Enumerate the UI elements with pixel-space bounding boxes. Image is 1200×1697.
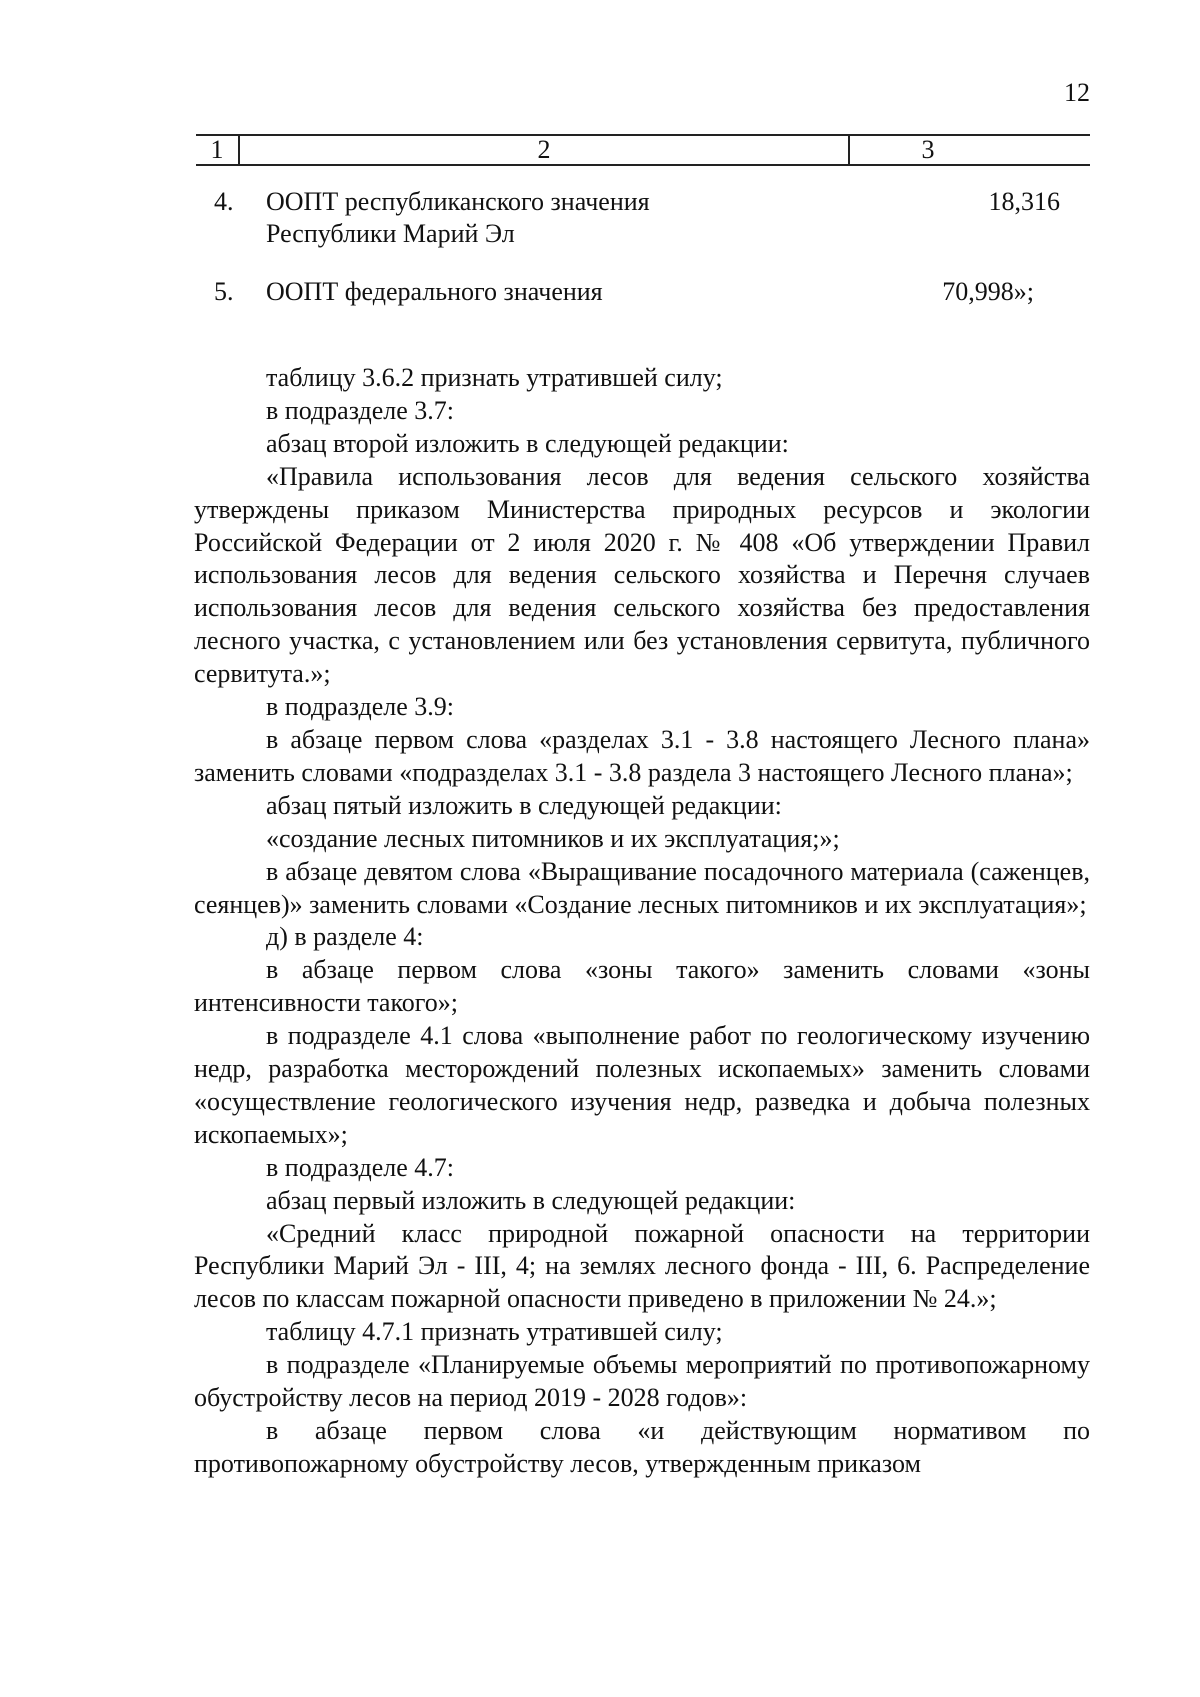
- paragraph: в абзаце первом слова «и действующим нормативом по противопожарному обустройству лесов, утвержденным приказом: [194, 1416, 1090, 1478]
- paragraph: таблицу 4.7.1 признать утратившей силу;: [266, 1317, 723, 1347]
- page-number: 12: [1064, 78, 1090, 107]
- paragraph: «Средний класс природной пожарной опасности на территории Республики Марий Эл - III, 4; на землях лесного фонда - III, 6. Распределение лесов по классам пожарной опасности приведено в приложении № 24.»;: [194, 1218, 1090, 1314]
- paragraph: «Правила использования лесов для ведения сельского хозяйства утверждены приказом Министерства природных ресурсов и экологии Российской Федерации от 2 июля 2020 г. № 408 «Об утверждении Правил использования лесов для ведения сельского хозяйства и Перечня случаев использования лесов для ведения сельского хозяйства без предоставления лесного участка, с установлением или без установления сервитута, публичного сервитута.»;: [194, 461, 1090, 689]
- paragraph: в абзаце первом слова «разделах 3.1 - 3.8 настоящего Лесного плана» заменить словами «подразделах 3.1 - 3.8 раздела 3 настоящего Лесного плана»;: [194, 724, 1090, 787]
- table-bottom-rule: [196, 164, 1090, 166]
- paragraph: в абзаце первом слова «зоны такого» заменить словами «зоны интенсивности такого»;: [194, 955, 1090, 1018]
- row-name: ООПТ республиканского значения Республики Марий Эл: [266, 187, 650, 248]
- paragraph: в подразделе «Планируемые объемы мероприятий по противопожарному обустройству лесов на период 2019 - 2028 годов»:: [194, 1350, 1090, 1413]
- row-number: 4.: [214, 187, 234, 216]
- row-value: 70,998»;: [942, 277, 1034, 306]
- paragraph: д) в разделе 4:: [266, 922, 424, 952]
- row-number: 5.: [214, 277, 234, 306]
- column-number-2: 2: [537, 135, 551, 164]
- paragraph: абзац первый изложить в следующей редакции:: [266, 1185, 796, 1215]
- table-column-numbers: [196, 134, 1090, 166]
- paragraph: абзац пятый изложить в следующей редакции:: [266, 790, 782, 820]
- paragraph: в подразделе 3.9:: [266, 692, 455, 722]
- paragraph: в подразделе 4.1 слова «выполнение работ по геологическому изучению недр, разработка месторождений полезных ископаемых» заменить словами «осуществление геологического изучения недр, разведка и добыча полезных ископаемых»;: [194, 1021, 1090, 1149]
- document-body: [194, 362, 1090, 1481]
- paragraph: абзац второй изложить в следующей редакции:: [266, 428, 789, 458]
- column-number-3: 3: [921, 135, 935, 164]
- paragraph: таблицу 3.6.2 признать утратившей силу;: [266, 363, 723, 392]
- column-number-1: 1: [210, 135, 224, 164]
- paragraph: в абзаце девятом слова «Выращивание посадочного материала (саженцев, сеянцев)» заменить словами «Создание лесных питомников и их эксплуатация»;: [194, 856, 1090, 919]
- row-name: ООПТ федерального значения: [266, 277, 603, 306]
- row-value: 18,316: [988, 187, 1060, 216]
- paragraph: в подразделе 3.7:: [266, 395, 455, 425]
- paragraph: «создание лесных питомников и их эксплуатация;»;: [266, 823, 840, 853]
- paragraph: в подразделе 4.7:: [266, 1152, 455, 1182]
